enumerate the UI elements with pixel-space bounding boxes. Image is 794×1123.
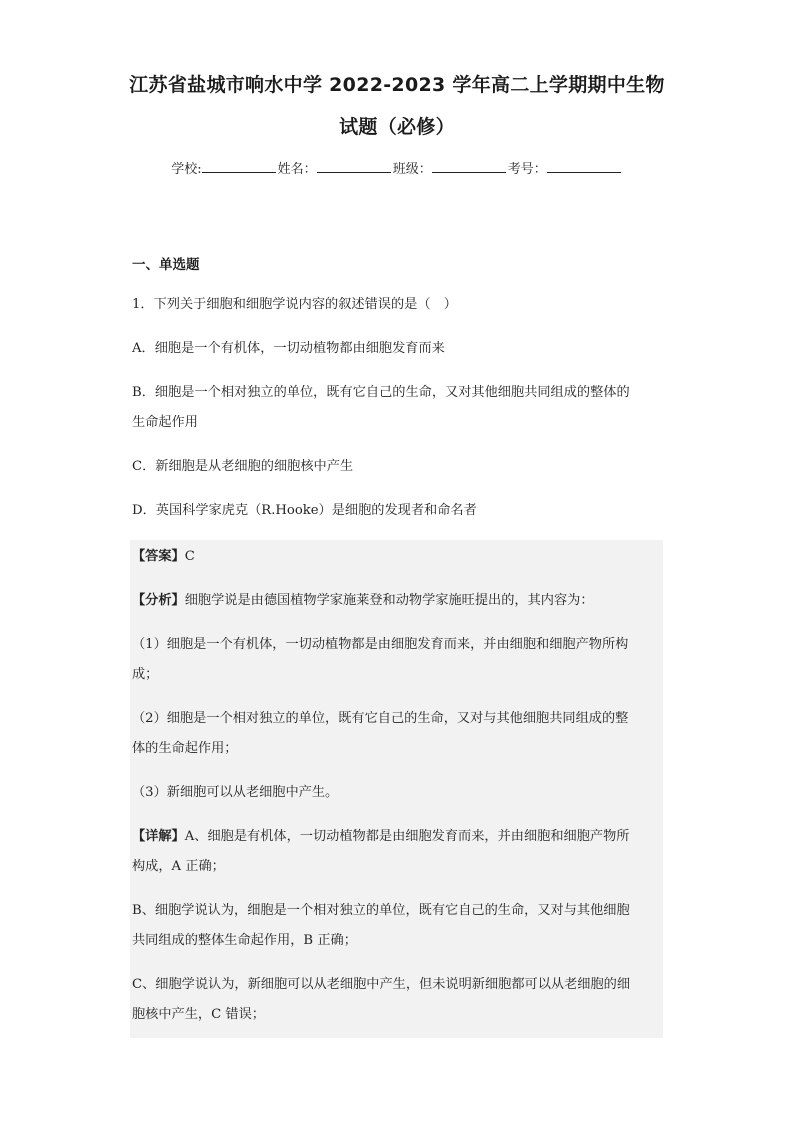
name-label: 姓名： [277,162,317,177]
detail-a-line2: 构成，A 正确； [132,859,225,874]
school-blank [202,160,276,173]
exam-number-label: 考号： [507,162,547,177]
answer-block [132,542,662,1044]
detail-c-line1: C、细胞学说认为，新细胞可以从老细胞中产生，但未说明新细胞都可以从老细胞的细 [132,977,631,992]
question-block [132,290,662,540]
student-info-row [0,158,794,177]
answer-line [132,542,662,572]
point2-line2: 体的生命起作用； [132,741,238,756]
detail-c-line2: 胞核中产生，C 错误； [132,1007,265,1022]
detail-a-line1 [132,822,662,852]
class-label: 班级： [392,162,432,177]
detail-b-line1: B、细胞学说认为，细胞是一个相对独立的单位，既有它自己的生命，又对与其他细胞 [132,903,630,918]
analysis-text: 细胞学说是由德国植物学家施莱登和动物学家施旺提出的，其内容为： [184,593,594,608]
section-title: 一、单选题 [132,257,200,273]
detail-a-text: A、细胞是有机体，一切动植物都是由细胞发育而来，并由细胞和细胞产物所 [184,829,630,844]
exam-number-blank [547,160,621,173]
option-a: A．细胞是一个有机体，一切动植物都由细胞发育而来 [132,341,445,356]
document-title-line1: 江苏省盐城市响水中学 2022-2023 学年高二上学期期中生物 [129,74,665,96]
point3-line: （3）新细胞可以从老细胞中产生。 [132,785,339,800]
answer-tag: 【答案】 [132,549,185,564]
answer-value: C [184,549,195,564]
question-stem: 1．下列关于细胞和细胞学说内容的叙述错误的是（ ） [132,297,457,312]
school-label: 学校: [171,162,202,177]
point1-line1: （1）细胞是一个有机体，一切动植物都是由细胞发育而来，并由细胞和细胞产物所构 [132,637,629,652]
detail-tag: 【详解】 [132,829,185,844]
analysis-tag: 【分析】 [132,593,185,608]
detail-b-line2: 共同组成的整体生命起作用，B 正确； [132,933,357,948]
name-blank [317,160,391,173]
class-blank [432,160,506,173]
option-d: D．英国科学家虎克（R.Hooke）是细胞的发现者和命名者 [132,503,477,518]
option-b-line1: B．细胞是一个相对独立的单位，既有它自己的生命，又对其他细胞共同组成的整体的 [132,385,630,400]
point2-line1: （2）细胞是一个相对独立的单位，既有它自己的生命，又对与其他细胞共同组成的整 [132,711,629,726]
analysis-line [132,586,662,616]
document-title-line2: 试题（必修） [339,116,455,138]
option-c: C．新细胞是从老细胞的细胞核中产生 [132,459,354,474]
point1-line2: 成； [132,667,159,682]
option-b-line2: 生命起作用 [132,415,198,430]
